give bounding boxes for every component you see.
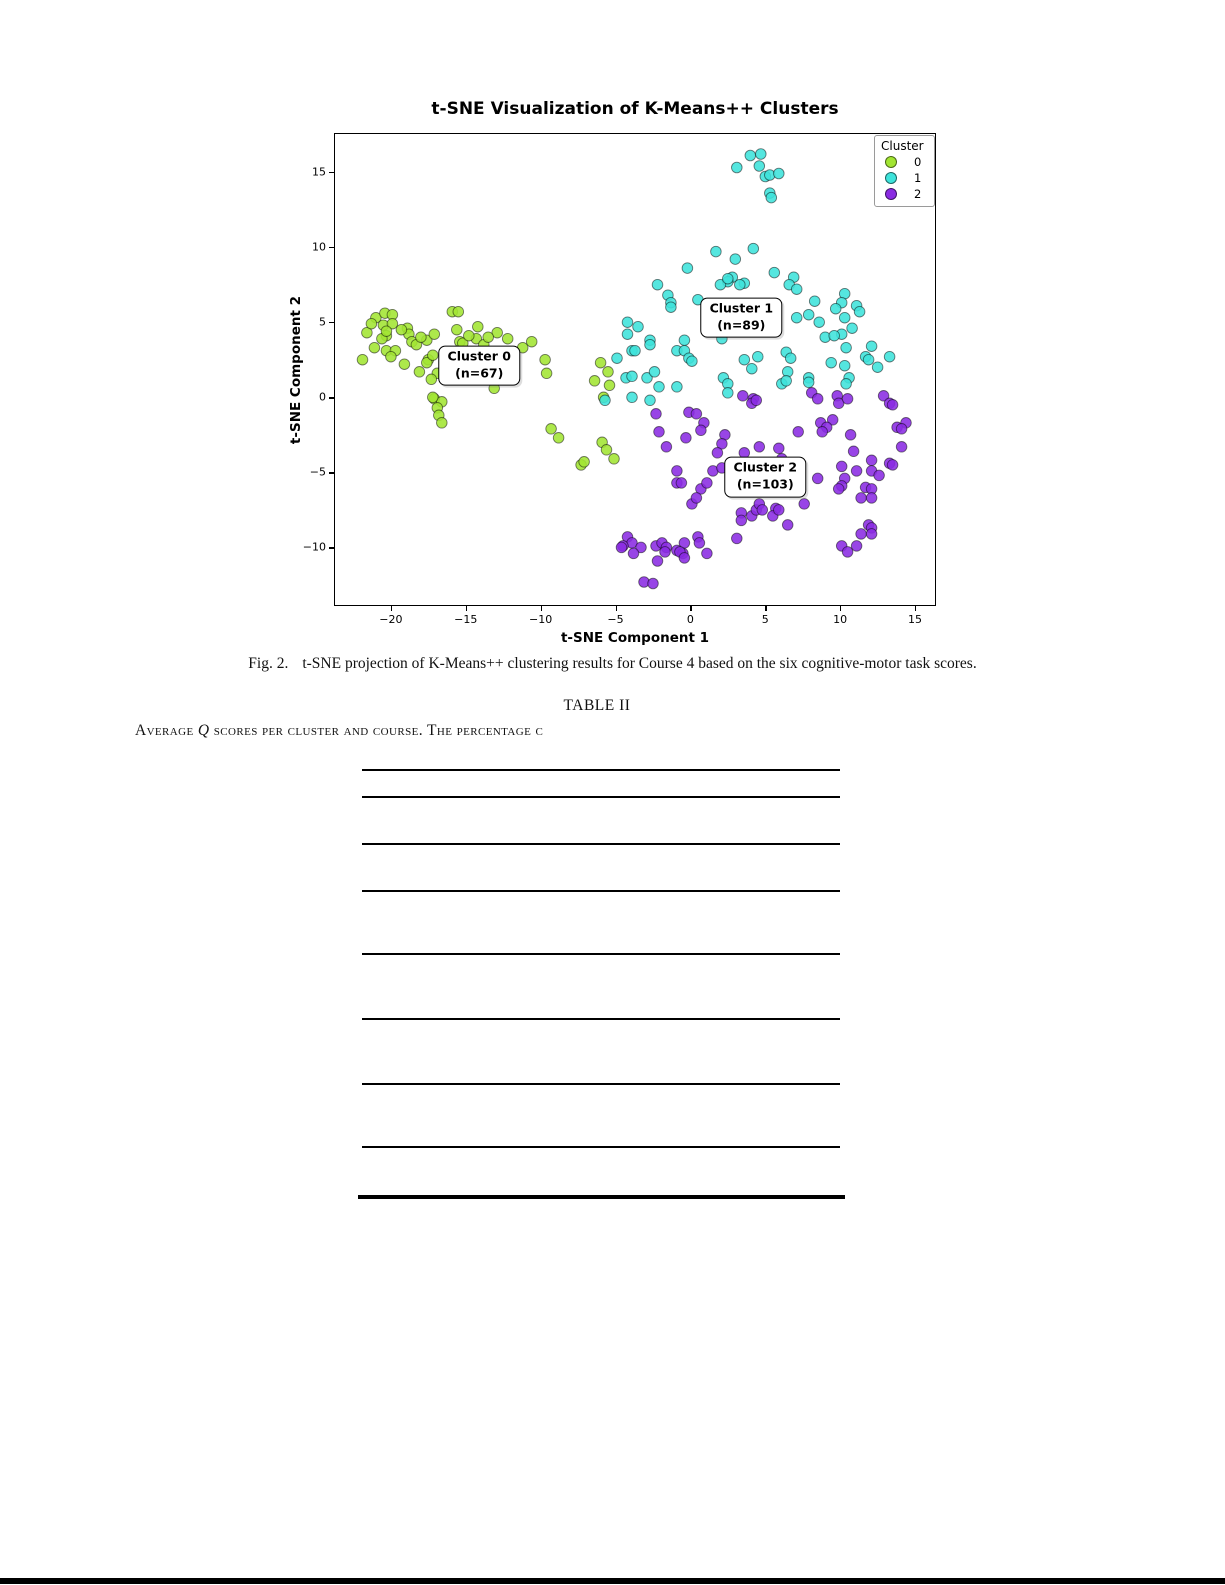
scatter-point-cluster-2 bbox=[691, 409, 702, 420]
x-tick-mark bbox=[391, 606, 392, 611]
x-tick-label: −15 bbox=[454, 613, 478, 626]
scatter-point-cluster-2 bbox=[848, 446, 859, 457]
y-tick-mark bbox=[329, 172, 334, 173]
scatter-point-cluster-0 bbox=[526, 336, 537, 347]
scatter-point-cluster-1 bbox=[679, 335, 690, 346]
x-tick-mark bbox=[466, 606, 467, 611]
scatter-point-cluster-2 bbox=[842, 547, 853, 558]
scatter-point-cluster-1 bbox=[633, 321, 644, 332]
scatter-point-cluster-2 bbox=[681, 433, 692, 444]
scatter-point-cluster-0 bbox=[601, 445, 612, 456]
scatter-point-cluster-0 bbox=[603, 367, 614, 378]
scatter-point-cluster-2 bbox=[679, 553, 690, 564]
table-rule-bottom bbox=[358, 1195, 845, 1199]
scatter-point-cluster-1 bbox=[645, 395, 656, 406]
table-rule bbox=[362, 1146, 840, 1148]
scatter-point-cluster-0 bbox=[483, 332, 494, 343]
scatter-point-cluster-1 bbox=[863, 354, 874, 365]
scatter-point-cluster-1 bbox=[809, 296, 820, 307]
scatter-point-cluster-2 bbox=[856, 529, 867, 540]
scatter-point-cluster-1 bbox=[872, 362, 883, 373]
x-tick-label: −10 bbox=[529, 613, 553, 626]
scatter-point-cluster-0 bbox=[381, 326, 392, 337]
table-caption bbox=[135, 722, 1135, 740]
figure-caption bbox=[0, 655, 1225, 673]
legend-marker-icon bbox=[885, 188, 897, 200]
annotation-line1: Cluster 1 bbox=[709, 300, 774, 316]
y-tick-label: 5 bbox=[319, 315, 326, 329]
x-axis-label: t-SNE Component 1 bbox=[560, 630, 710, 646]
scatter-point-cluster-2 bbox=[774, 443, 785, 454]
legend-marker-icon bbox=[885, 172, 897, 184]
scatter-point-cluster-0 bbox=[589, 376, 600, 387]
scatter-point-cluster-1 bbox=[723, 388, 734, 399]
scatter-point-cluster-1 bbox=[612, 353, 623, 364]
scatter-point-cluster-1 bbox=[754, 161, 765, 172]
scatter-point-cluster-2 bbox=[842, 394, 853, 405]
legend bbox=[874, 135, 935, 207]
scatter-point-cluster-1 bbox=[739, 354, 750, 365]
scatter-point-cluster-1 bbox=[622, 317, 633, 328]
scatter-point-cluster-1 bbox=[687, 356, 698, 367]
scatter-point-cluster-2 bbox=[738, 391, 749, 402]
scatter-point-cluster-1 bbox=[672, 382, 683, 393]
scatter-point-cluster-2 bbox=[654, 427, 665, 438]
scatter-point-cluster-2 bbox=[702, 548, 713, 559]
scatter-point-cluster-2 bbox=[866, 455, 877, 466]
scatter-point-cluster-0 bbox=[595, 357, 606, 368]
scatter-point-cluster-2 bbox=[616, 542, 627, 553]
figure-caption-text: t-SNE projection of K-Means++ clustering results for Course 4 based on the six cognitive-motor task scores. bbox=[302, 655, 977, 672]
scatter-point-cluster-0 bbox=[579, 457, 590, 468]
scatter-point-cluster-0 bbox=[473, 321, 484, 332]
scatter-point-cluster-0 bbox=[429, 329, 440, 340]
scatter-point-cluster-1 bbox=[791, 284, 802, 295]
legend-item-label: 1 bbox=[914, 171, 922, 185]
scatter-point-cluster-0 bbox=[452, 324, 463, 335]
scatter-point-cluster-2 bbox=[866, 493, 877, 504]
table-rule bbox=[362, 769, 840, 771]
scatter-point-cluster-2 bbox=[866, 529, 877, 540]
x-tick-mark bbox=[541, 606, 542, 611]
scatter-point-cluster-0 bbox=[546, 424, 557, 435]
table-caption-part1: Average bbox=[135, 722, 198, 739]
page-bottom-rule bbox=[0, 1578, 1225, 1584]
scatter-point-cluster-1 bbox=[839, 312, 850, 323]
x-tick-mark bbox=[840, 606, 841, 611]
scatter-point-cluster-1 bbox=[791, 312, 802, 323]
scatter-point-cluster-2 bbox=[812, 394, 823, 405]
table-caption-part2: scores per cluster and course. The percentage c bbox=[209, 722, 544, 739]
scatter-point-cluster-1 bbox=[732, 162, 743, 173]
scatter-point-cluster-1 bbox=[866, 341, 877, 352]
scatter-point-cluster-1 bbox=[627, 392, 638, 403]
annotation-cluster-2 bbox=[725, 456, 806, 497]
scatter-point-cluster-0 bbox=[399, 359, 410, 370]
scatter-point-cluster-1 bbox=[841, 379, 852, 390]
scatter-point-cluster-1 bbox=[803, 377, 814, 388]
scatter-point-cluster-2 bbox=[751, 395, 762, 406]
table-rule bbox=[362, 953, 840, 955]
scatter-point-cluster-0 bbox=[502, 333, 513, 344]
scatter-point-cluster-2 bbox=[652, 556, 663, 567]
scatter-point-cluster-2 bbox=[691, 493, 702, 504]
y-tick-label: 10 bbox=[312, 240, 326, 254]
chart-title: t-SNE Visualization of K-Means++ Clusters bbox=[431, 99, 839, 119]
annotation-line2: (n=89) bbox=[717, 317, 766, 333]
scatter-point-cluster-2 bbox=[887, 460, 898, 471]
y-tick-label: 15 bbox=[312, 165, 326, 179]
annotation-line2: (n=67) bbox=[455, 365, 504, 381]
table-heading: TABLE II bbox=[563, 697, 631, 714]
scatter-point-cluster-1 bbox=[654, 382, 665, 393]
scatter-point-cluster-1 bbox=[826, 357, 837, 368]
scatter-point-cluster-2 bbox=[896, 442, 907, 453]
scatter-canvas bbox=[334, 133, 936, 606]
scatter-point-cluster-2 bbox=[851, 541, 862, 552]
scatter-point-cluster-1 bbox=[645, 339, 656, 350]
table-rule bbox=[362, 1018, 840, 1020]
annotation-line2: (n=103) bbox=[736, 476, 794, 492]
scatter-point-cluster-0 bbox=[553, 433, 564, 444]
scatter-point-cluster-2 bbox=[757, 505, 768, 516]
scatter-point-cluster-1 bbox=[711, 246, 722, 257]
scatter-point-cluster-2 bbox=[845, 430, 856, 441]
scatter-point-cluster-0 bbox=[540, 354, 551, 365]
scatter-point-cluster-0 bbox=[414, 367, 425, 378]
scatter-point-cluster-0 bbox=[416, 332, 427, 343]
scatter-point-cluster-2 bbox=[661, 442, 672, 453]
annotation-line1: Cluster 0 bbox=[447, 348, 511, 364]
annotation-line1: Cluster 2 bbox=[733, 459, 798, 475]
scatter-point-cluster-1 bbox=[723, 273, 734, 284]
x-tick-mark bbox=[616, 606, 617, 611]
x-tick-mark bbox=[690, 606, 691, 611]
scatter-point-cluster-1 bbox=[781, 376, 792, 387]
scatter-point-cluster-1 bbox=[756, 149, 767, 160]
y-tick-mark bbox=[329, 547, 334, 548]
scatter-point-cluster-2 bbox=[887, 400, 898, 411]
y-tick-mark bbox=[329, 247, 334, 248]
scatter-point-cluster-0 bbox=[366, 318, 377, 329]
scatter-point-cluster-1 bbox=[766, 192, 777, 203]
plot-area bbox=[334, 133, 936, 606]
scatter-point-cluster-2 bbox=[676, 478, 687, 489]
scatter-point-cluster-0 bbox=[386, 351, 397, 362]
x-tick-label: −5 bbox=[607, 613, 624, 626]
y-tick-label: −10 bbox=[302, 540, 326, 554]
scatter-point-cluster-1 bbox=[630, 345, 641, 356]
scatter-point-cluster-1 bbox=[829, 330, 840, 341]
scatter-point-cluster-2 bbox=[660, 547, 671, 558]
scatter-point-cluster-1 bbox=[622, 329, 633, 340]
table-rule bbox=[362, 843, 840, 845]
scatter-point-cluster-2 bbox=[896, 424, 907, 435]
scatter-point-cluster-2 bbox=[812, 473, 823, 484]
figure-label: Fig. 2. bbox=[248, 655, 289, 672]
scatter-point-cluster-1 bbox=[774, 168, 785, 179]
scatter-point-cluster-2 bbox=[856, 493, 867, 504]
scatter-point-cluster-0 bbox=[396, 324, 407, 335]
scatter-point-cluster-0 bbox=[369, 342, 380, 353]
scatter-point-cluster-0 bbox=[437, 418, 448, 429]
scatter-point-cluster-1 bbox=[627, 371, 638, 382]
x-tick-mark bbox=[765, 606, 766, 611]
scatter-point-cluster-2 bbox=[793, 427, 804, 438]
scatter-point-cluster-1 bbox=[814, 317, 825, 328]
y-tick-mark bbox=[329, 322, 334, 323]
x-tick-label: 10 bbox=[833, 613, 848, 626]
scatter-point-cluster-2 bbox=[651, 409, 662, 420]
scatter-point-cluster-2 bbox=[851, 466, 862, 477]
scatter-point-cluster-1 bbox=[847, 323, 858, 334]
scatter-point-cluster-1 bbox=[730, 254, 741, 265]
annotation-cluster-0 bbox=[439, 345, 520, 386]
scatter-point-cluster-2 bbox=[836, 461, 847, 472]
y-tick-mark bbox=[329, 472, 334, 473]
scatter-point-cluster-1 bbox=[753, 351, 764, 362]
scatter-point-cluster-2 bbox=[732, 533, 743, 544]
legend-item-label: 0 bbox=[914, 155, 922, 169]
x-tick-label: 15 bbox=[908, 613, 923, 626]
scatter-point-cluster-2 bbox=[833, 484, 844, 495]
legend-item-cluster-2 bbox=[881, 186, 930, 202]
scatter-point-cluster-2 bbox=[696, 425, 707, 436]
scatter-point-cluster-0 bbox=[357, 354, 368, 365]
scatter-point-cluster-1 bbox=[839, 360, 850, 371]
scatter-point-cluster-1 bbox=[745, 150, 756, 161]
y-axis-label: t-SNE Component 2 bbox=[288, 295, 304, 445]
legend-title: Cluster bbox=[881, 139, 924, 153]
scatter-point-cluster-2 bbox=[817, 427, 828, 438]
scatter-point-cluster-0 bbox=[604, 380, 615, 391]
scatter-point-cluster-2 bbox=[799, 499, 810, 510]
legend-item-cluster-0 bbox=[881, 154, 930, 170]
scatter-point-cluster-1 bbox=[769, 267, 780, 278]
scatter-point-cluster-1 bbox=[666, 302, 677, 313]
scatter-point-cluster-0 bbox=[426, 374, 437, 385]
x-tick-label: −20 bbox=[379, 613, 403, 626]
y-tick-mark bbox=[329, 397, 334, 398]
scatter-point-cluster-2 bbox=[702, 478, 713, 489]
scatter-point-cluster-1 bbox=[841, 342, 852, 353]
scatter-point-cluster-0 bbox=[428, 392, 439, 403]
y-tick-label: −5 bbox=[309, 465, 326, 479]
legend-marker-icon bbox=[885, 156, 897, 168]
scatter-point-cluster-0 bbox=[464, 330, 475, 341]
table-rule bbox=[362, 1083, 840, 1085]
scatter-point-cluster-1 bbox=[649, 367, 660, 378]
scatter-point-cluster-2 bbox=[874, 470, 885, 481]
scatter-point-cluster-2 bbox=[782, 520, 793, 531]
scatter-point-cluster-1 bbox=[600, 395, 611, 406]
scatter-point-cluster-1 bbox=[884, 351, 895, 362]
scatter-point-cluster-1 bbox=[803, 309, 814, 320]
scatter-point-cluster-1 bbox=[747, 363, 758, 374]
x-tick-label: 0 bbox=[686, 613, 694, 626]
scatter-point-cluster-2 bbox=[694, 538, 705, 549]
legend-item-cluster-1 bbox=[881, 170, 930, 186]
scatter-point-cluster-2 bbox=[774, 505, 785, 516]
scatter-point-cluster-1 bbox=[652, 279, 663, 290]
scatter-point-cluster-1 bbox=[854, 306, 865, 317]
annotation-cluster-1 bbox=[701, 297, 782, 338]
scatter-point-cluster-0 bbox=[428, 350, 439, 361]
y-tick-label: 0 bbox=[319, 390, 326, 404]
scatter-point-cluster-1 bbox=[735, 279, 746, 290]
scatter-point-cluster-0 bbox=[541, 368, 552, 379]
x-tick-mark bbox=[915, 606, 916, 611]
scatter-point-cluster-0 bbox=[453, 306, 464, 317]
table-rule bbox=[362, 796, 840, 798]
scatter-point-cluster-1 bbox=[785, 353, 796, 364]
scatter-point-cluster-2 bbox=[628, 548, 639, 559]
legend-item-label: 2 bbox=[914, 187, 922, 201]
scatter-point-cluster-2 bbox=[648, 578, 659, 589]
scatter-point-cluster-0 bbox=[609, 454, 620, 465]
scatter-point-cluster-1 bbox=[830, 303, 841, 314]
scatter-point-cluster-1 bbox=[682, 263, 693, 274]
scatter-point-cluster-2 bbox=[736, 515, 747, 526]
scatter-point-cluster-2 bbox=[754, 442, 765, 453]
legend-items bbox=[881, 154, 930, 202]
table-rule bbox=[362, 890, 840, 892]
scatter-point-cluster-2 bbox=[672, 466, 683, 477]
x-tick-label: 5 bbox=[761, 613, 769, 626]
scatter-point-cluster-2 bbox=[712, 448, 723, 459]
scatter-point-cluster-1 bbox=[748, 243, 759, 254]
table-caption-q: Q bbox=[197, 722, 210, 739]
